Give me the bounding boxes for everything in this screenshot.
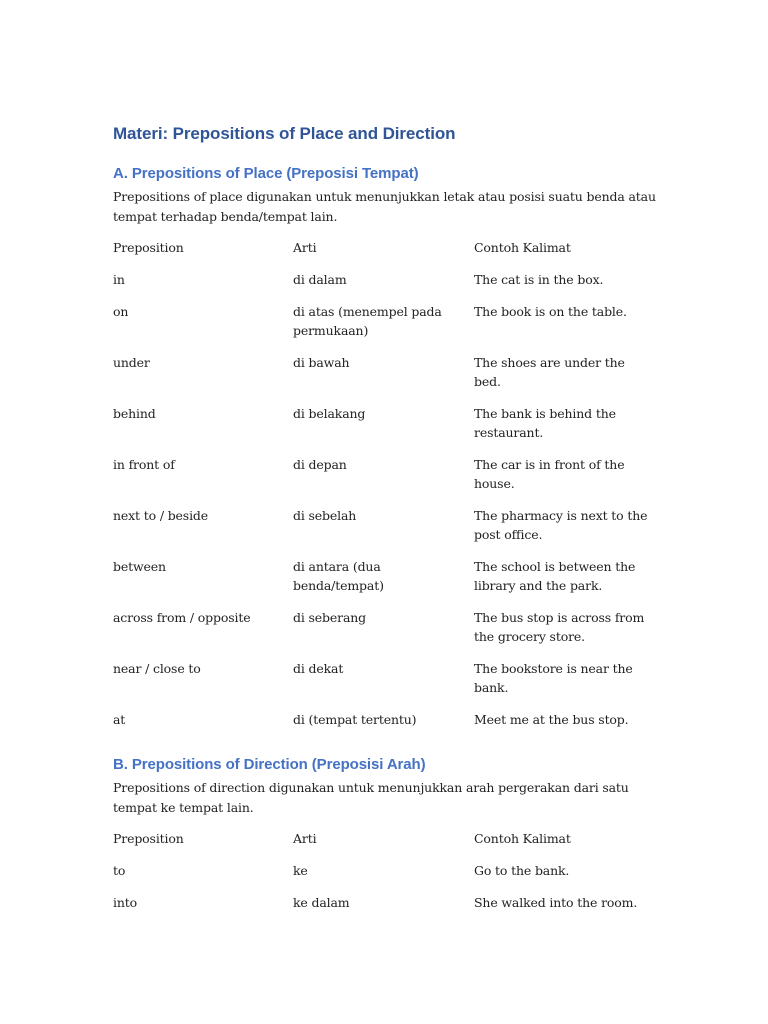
column-header-arti: Arti (293, 831, 317, 847)
place-prepositions-body (113, 238, 658, 741)
cell-arti: di dekat (293, 660, 344, 676)
cell-arti: di seberang (293, 609, 367, 625)
table-row (113, 455, 658, 506)
table-row (113, 302, 658, 353)
table-row (113, 710, 658, 742)
cell-arti: di sebelah (293, 507, 357, 523)
column-header-contoh: Contoh Kalimat (474, 831, 571, 847)
place-prepositions-table (113, 238, 658, 741)
column-header-preposition: Preposition (113, 831, 184, 847)
column-header-preposition: Preposition (113, 240, 184, 255)
cell-contoh: The bookstore is near the bank. (474, 660, 633, 695)
table-row (113, 404, 658, 455)
cell-arti: di belakang (293, 405, 366, 421)
cell-contoh: She walked into the room. (474, 894, 638, 910)
direction-prepositions-body (113, 829, 658, 924)
cell-arti: ke (293, 863, 308, 879)
cell-contoh: Go to the bank. (474, 863, 570, 879)
table-row (113, 506, 658, 557)
table-row (113, 270, 658, 302)
cell-preposition: near / close to (113, 660, 201, 676)
table-row (113, 861, 658, 893)
table-row (113, 659, 658, 710)
cell-contoh: The shoes are under the bed. (474, 354, 625, 389)
cell-arti: di dalam (293, 271, 347, 287)
cell-preposition: on (113, 303, 129, 319)
cell-arti: di (tempat tertentu) (293, 711, 417, 727)
cell-arti: di depan (293, 456, 347, 472)
section-b-intro: Prepositions of direction digunakan untuk menunjukkan arah pergerakan dari satu tempat ke tempat lain. (113, 780, 629, 815)
table-row (113, 557, 658, 608)
cell-contoh: The cat is in the box. (474, 271, 604, 287)
cell-contoh: The car is in front of the house. (474, 456, 625, 491)
cell-arti: ke dalam (293, 894, 350, 910)
section-a-heading: A. Prepositions of Place (Preposisi Tempat) (113, 165, 419, 182)
cell-arti: di bawah (293, 354, 350, 370)
cell-contoh: Meet me at the bus stop. (474, 711, 629, 727)
cell-contoh: The book is on the table. (474, 303, 627, 319)
cell-preposition: into (113, 894, 137, 910)
cell-arti: di antara (dua benda/tempat) (293, 558, 384, 593)
cell-preposition: between (113, 558, 166, 574)
cell-contoh: The bank is behind the restaurant. (474, 405, 616, 440)
cell-preposition: in front of (113, 456, 175, 472)
cell-preposition: to (113, 863, 126, 879)
cell-preposition: under (113, 354, 150, 370)
section-a-intro: Prepositions of place digunakan untuk menunjukkan letak atau posisi suatu benda atau tempat terhadap benda/tempat lain. (113, 189, 656, 224)
column-header-arti: Arti (293, 240, 317, 255)
table-header-row (113, 829, 658, 861)
cell-preposition: next to / beside (113, 507, 209, 523)
cell-arti: di atas (menempel pada permukaan) (293, 303, 442, 338)
section-b-heading: B. Prepositions of Direction (Preposisi Arah) (113, 756, 426, 774)
cell-contoh: The school is between the library and the park. (474, 558, 636, 593)
cell-contoh: The bus stop is across from the grocery store. (474, 609, 645, 644)
direction-prepositions-table (113, 829, 658, 924)
document-page (113, 122, 658, 938)
cell-preposition: behind (113, 405, 156, 421)
cell-contoh: The pharmacy is next to the post office. (474, 507, 648, 542)
table-row (113, 353, 658, 404)
cell-preposition: across from / opposite (113, 609, 251, 625)
cell-preposition: in (113, 271, 125, 287)
table-row (113, 608, 658, 659)
document-title: Materi: Prepositions of Place and Direction (113, 124, 456, 143)
cell-preposition: at (113, 711, 126, 727)
table-row (113, 893, 658, 925)
table-header-row (113, 238, 658, 270)
column-header-contoh: Contoh Kalimat (474, 240, 571, 255)
